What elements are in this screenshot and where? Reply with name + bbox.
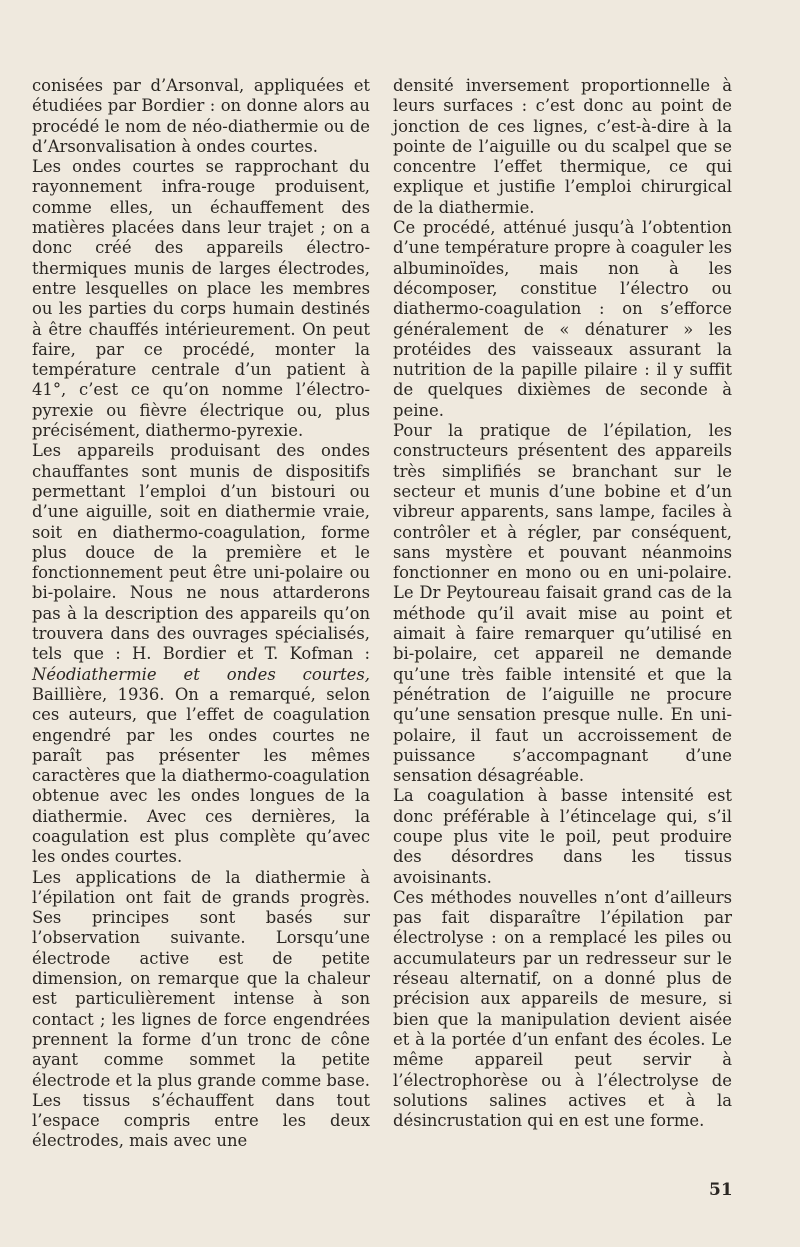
paragraph: La coagulation à basse intensité est donc préférable à l’étincelage qui, s’il coupe plus vite le poil, peut produire des désordres dans les tissus avoisinants. xyxy=(393,786,732,887)
paragraph: Les applications de la diathermie à l’épilation ont fait de grands progrès. Ses principes sont basés sur l’observation suivante. Lorsqu’une électrode active est de petite dimension, on remarque que la chaleur est particulièrement intense à son contact ; les lignes de force engendrées prennent la forme d’un tronc de cône ayant comme sommet la petite électrode et la plus grande comme base. Les tissus s’échauffent dans tout l’espace compris entre les deux électrodes, mais avec une xyxy=(32,867,370,1151)
paragraph: Ce procédé, atténué jusqu’à l’obtention d’une température propre à coaguler les albuminoïdes, mais non à les décomposer, constitue l’électro ou diathermo-coagulation : on s’efforce généralement de « dénaturer » les protéides des vaisseaux assurant la nutrition de la papille pilaire : il y suffit de quelques dixièmes de seconde à peine. xyxy=(393,218,732,420)
paragraph xyxy=(32,441,370,867)
paragraph: Pour la pratique de l’épilation, les constructeurs présentent des appareils très simplifiés se branchant sur le secteur et munis d’une bobine et d’un vibreur apparents, sans lampe, faciles à contrôler et à régler, par conséquent, sans mystère et pouvant néanmoins fonctionner en mono ou en uni-polaire. Le Dr Peytoureau faisait grand cas de la méthode qu’il avait mise au point et aimait à faire remarquer qu’utilisé en bi-polaire, cet appareil ne demande qu’une très faible intensité et que la pénétration de l’aiguille ne procure qu’une sensation presque nulle. En uni-polaire, il faut un accroissement de puissance s’accompagnant d’une sensation désagréable. xyxy=(393,421,732,786)
paragraph: Ces méthodes nouvelles n’ont d’ailleurs pas fait disparaître l’épilation par électrolyse : on a remplacé les piles ou accumulateurs par un redresseur sur le réseau alternatif, on a donné plus de précision aux appareils de mesure, si bien que la manipulation devient aisée et à la portée d’un enfant des écoles. Le même appareil peut servir à l’électrophorèse ou à l’électrolyse de solutions salines actives et à la désincrustation qui en est une forme. xyxy=(393,887,732,1131)
page-number: 51 xyxy=(709,1180,733,1200)
right-column xyxy=(393,76,732,1131)
paragraph-text: Baillière, 1936. On a remarqué, selon ces auteurs, que l’effet de coagulation engendré par les ondes courtes ne paraît pas présenter les mêmes caractères que la diathermo-coagulation obtenue avec les ondes longues de la diathermie. Avec ces dernières, la coagulation est plus complète qu’avec les ondes courtes. xyxy=(32,684,370,867)
book-title: Néodiathermie et ondes courtes, xyxy=(32,664,370,684)
paragraph: densité inversement proportionnelle à leurs surfaces : c’est donc au point de jonction de ces lignes, c’est-à-dire à la pointe de l’aiguille ou du scalpel que se concentre l’effet thermique, ce qui explique et justifie l’emploi chirurgical de la diathermie. xyxy=(393,76,732,217)
paragraph: Les ondes courtes se rapprochant du rayonnement infra-rouge produisent, comme elles, un échauffement des matières placées dans leur trajet ; on a donc créé des appareils électro-thermiques munis de larges électrodes, entre lesquelles on place les membres ou les parties du corps humain destinés à être chauffés intérieurement. On peut faire, par ce procédé, monter la température centrale d’un patient à 41°, c’est ce qu’on nomme l’électro-pyrexie ou fièvre électrique ou, plus précisément, diathermo-pyrexie. xyxy=(32,157,370,441)
paragraph-text: Les appareils produisant des ondes chauffantes sont munis de dispositifs permettant l’emploi d’un bistouri ou d’une aiguille, soit en diathermie vraie, soit en diathermo-coagulation, forme plus douce de la première et le fonctionnement peut être uni-polaire ou bi-polaire. Nous ne nous attarderons pas à la description des appareils qu’on trouvera dans des ouvrages spécialisés, tels que : H. Bordier et T. Kofman : xyxy=(32,441,370,664)
left-column xyxy=(32,76,370,1152)
paragraph: conisées par d’Arsonval, appliquées et étudiées par Bordier : on donne alors au procédé le nom de néo-diathermie ou de d’Arsonvalisation à ondes courtes. xyxy=(32,76,370,156)
